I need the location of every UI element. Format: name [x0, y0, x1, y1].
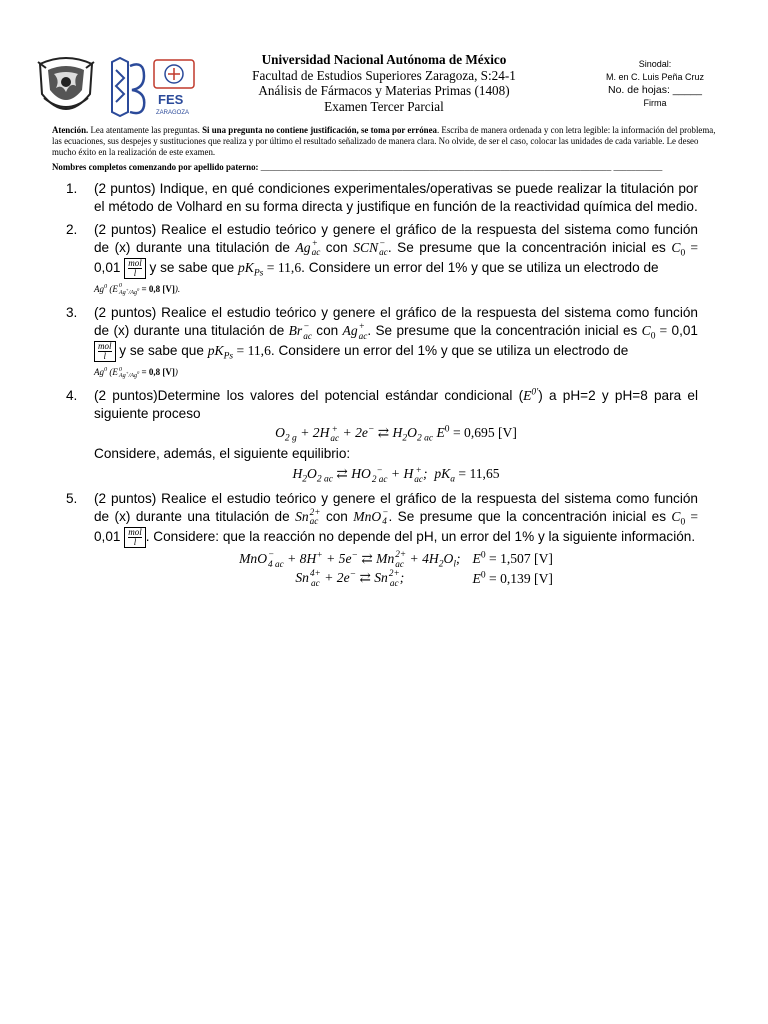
question-text [94, 490, 698, 548]
question-text-part: (2 puntos) Realice el estudio teórico y genere el gráfico de la respuesta del sistema como función de (x) durante una titulación de [94, 222, 698, 255]
attention-label: Atención. [52, 125, 89, 135]
signature-label: Firma [643, 98, 667, 108]
concentration-units: mol l [124, 258, 146, 279]
exam-header [32, 52, 736, 128]
sinodal-label: Sinodal: [638, 59, 672, 69]
names-label: Nombres completos comenzando por apellido paterno: [52, 162, 259, 172]
header-titles [224, 52, 544, 114]
question-text-part: (2 puntos)Determine los valores del potencial estándar condicional ( [94, 388, 524, 404]
question-number: 5. [66, 491, 78, 506]
question-text-part: Considere, además, el siguiente equilibrio: [94, 446, 351, 462]
question-text-part: . Se presume que la concentración inicial es [388, 508, 672, 524]
permanganate-formula: MnO − 4 [353, 507, 389, 527]
question-text-part: . Considere un error del 1% y que se utiliza un electrodo de [270, 342, 629, 358]
attention-paragraph [52, 125, 720, 158]
question-number: 3. [66, 305, 78, 321]
oxygen-reduction-equation: $O_{2 g} + 2H$ + ac + 2e− ⇄ $H_2O_{2 ac}$ $E^0 = 0,695$ [V] [275, 423, 517, 444]
initial-concentration-symbol: $C_0$ = [671, 239, 698, 259]
attention-bold-text: Si una pregunta no contiene justificación, se toma por errónea [202, 125, 437, 135]
permanganate-half-reaction: MnO − 4 ac + 8H+ + 5e− ⇄ Mn 2+ ac + $4H_2O_l$; $E^0 = 1,507$ [V] [239, 549, 553, 570]
question-text-part: con [320, 239, 354, 255]
thiocyanate-formula: SCN − ac [353, 238, 388, 258]
peroxide-equilibrium-equation: $H_2O_{2 ac}$ ⇄ HO − 2 ac + H + ac ; $pK_a = 11,65$ [292, 464, 500, 485]
electrode-expression: Ag$^0$ (E 0 Ag+/Ag$^0$ = 0,8 [V]) [94, 365, 178, 379]
concentration-units: mol l [124, 527, 146, 548]
bromide-formula: Br − ac [288, 321, 312, 341]
names-blank: _______________________________________________________________________________ ___________ [258, 162, 663, 172]
pk-symbol: $pK_{Ps}$ = [207, 342, 245, 362]
unam-logo [36, 54, 96, 120]
question-text-part: con [311, 322, 343, 338]
question-text [94, 304, 698, 381]
initial-concentration-value: 0,01 [94, 259, 121, 275]
initial-concentration-symbol: $C_0$ = [641, 322, 668, 342]
question-2 [66, 221, 698, 298]
question-text-part: . Se presume que la concentración inicial es [367, 322, 642, 338]
question-text-part: . Se presume que la concentración inicial es [387, 239, 672, 255]
question-text-part: y se sabe que [119, 342, 208, 358]
concentration-units: mol l [94, 341, 116, 362]
tin-half-reaction: Sn 4+ ac + 2e− ⇄ Sn 2+ ac ; $E^0 = 0,139$ [V] [295, 568, 553, 588]
question-5 [66, 490, 698, 588]
question-4 [66, 387, 698, 484]
names-line [52, 162, 720, 173]
silver-ion-formula: Ag + ac [295, 238, 321, 258]
electrode-expression: Ag$^0$ (E 0 Ag+/Ag$^0$ = 0,8 [V]). [94, 282, 181, 296]
redox-equations-table [233, 550, 559, 588]
question-text-part: . Considere: que la reacción no depende del pH, un error del 1% y la siguiente información. [145, 528, 696, 544]
pk-symbol: $pK_{Ps}$ = [237, 259, 275, 279]
fes-logo-subtext: ZARAGOZA [156, 110, 190, 116]
question-number: 4. [66, 388, 78, 404]
exam-name: Examen Tercer Parcial [324, 98, 444, 114]
attention-text-1: Lea atentamente las preguntas. [88, 125, 203, 135]
questions-list [66, 180, 698, 594]
pk-value: 11,6 [277, 259, 302, 275]
question-text-part: ) a pH=2 y pH=8 para el siguiente proceso [94, 388, 698, 421]
initial-concentration-value: 0,01 [94, 528, 121, 544]
question-text-part: con [320, 508, 354, 524]
attention-text-2: . Escriba de manera ordenada y con letra legible: la información del problema, las ecuaciones, sus despejes y sustituciones que realiza y por último el resultado señalizado de manera clara. No olvide, de ser el caso, colocar las unidades de cada variable. Le deseo mucho éxito en la realización de este examen. [52, 125, 716, 157]
initial-concentration-value: 0,01 [671, 322, 698, 338]
fes-emblem-icon [108, 56, 200, 120]
question-text-part: . Considere un error del 1% y que se utiliza un electrodo de [301, 259, 659, 275]
sinodal-name: M. en C. Luis Peña Cruz [605, 72, 705, 82]
pk-value: 11,6 [247, 342, 271, 358]
course-name: Análisis de Fármacos y Materias Primas (1408) [258, 83, 510, 98]
question-text-part: (2 puntos) Realice el estudio teórico y genere el gráfico de la respuesta del sistema como función de (x) durante una titulación de [94, 305, 698, 338]
initial-concentration-symbol: $C_0$ = [671, 508, 698, 528]
fes-zaragoza-logo [108, 56, 200, 120]
question-1 [66, 180, 698, 215]
question-number: 2. [66, 222, 78, 237]
question-number: 1. [66, 181, 78, 196]
silver-ion-formula: Ag + ac [342, 321, 368, 341]
faculty-name: Facultad de Estudios Superiores Zaragoza, S:24-1 [252, 67, 516, 83]
sheets-count-label: No. de hojas: _____ [608, 84, 702, 96]
tin-ion-formula: Sn 2+ ac [295, 507, 321, 527]
conditional-potential-symbol: $E^{0'}$ [523, 387, 539, 404]
university-name: Universidad Nacional Autónoma de México [261, 52, 507, 67]
question-text-part: (2 puntos) Realice el estudio teórico y genere el gráfico de la respuesta del sistema como función de (x) durante una titulación de [94, 491, 698, 524]
question-text-part: y se sabe que [149, 259, 238, 275]
fes-logo-text: FES [158, 92, 184, 107]
question-text [94, 387, 698, 422]
question-text: (2 puntos) Indique, en qué condiciones experimentales/operativas se puede realizar la titulación por el método de Volhard en su forma directa y justifique en función de la reactividad química del medio. [94, 181, 698, 214]
question-3 [66, 304, 698, 381]
sinodal-block [580, 58, 730, 110]
question-text [94, 221, 698, 298]
